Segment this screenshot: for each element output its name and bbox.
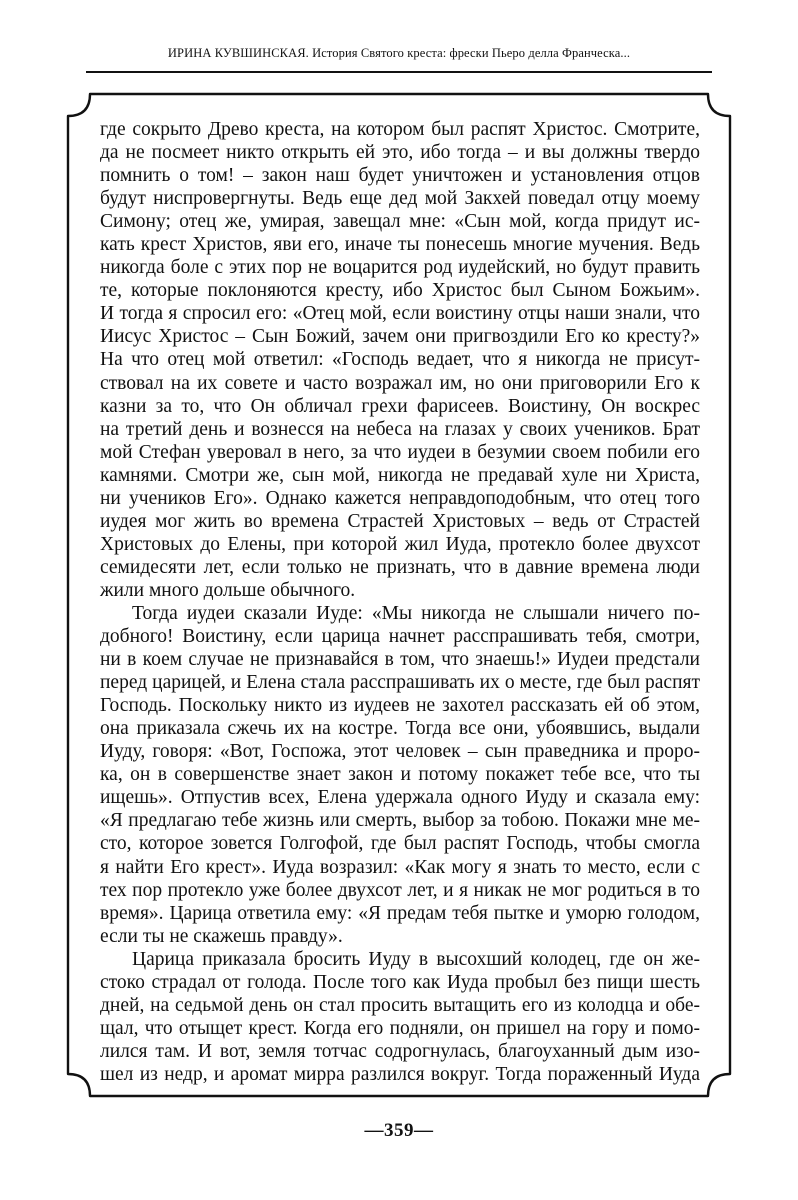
text-line: если ты не скажешь правду». [100,925,343,947]
text-line: дней, на седьмой день он стал просить вытащить его из колодца и обе- [100,994,700,1016]
text-line: Царица приказала бросить Иуду в высохший колодец, где он же- [132,948,700,970]
text-line: И тогда я спросил его: «Отец мой, если воистину отцы наши знали, что [100,303,700,325]
text-line: Иисус Христос – Сын Божий, зачем они пригвоздили Его ко кресту?» [100,326,700,348]
text-line: стоко страдал от голода. После того как Иуда пробыл без пищи шесть [100,971,700,993]
page-number: —359— [364,1120,434,1141]
text-line: казни за то, что Он обличал грехи фарисеев. Воистину, Он воскрес [100,395,700,417]
text-line: ни учеников Его». Однако кажется неправдоподобным, что отец того [100,487,700,509]
text-line: кать крест Христов, яви его, иначе ты понесешь многие мучения. Ведь [100,234,700,256]
text-line: Господь. Поскольку никто из иудеев не захотел рассказать ей об этом, [100,695,700,717]
text-line: будут ниспровергнуты. Ведь еще дед мой Закхей поведал отцу моему [100,188,700,210]
text-line: помнить о том! – закон наш будет уничтожен и установления отцов [100,165,700,187]
text-line: «Я предлагаю тебе жизнь или смерть, выбор за тобою. Покажи мне ме- [100,810,700,832]
text-line: лился там. И вот, земля тотчас содрогнулась, благоуханный дым изо- [100,1040,700,1062]
text-line: сто, которое зовется Голгофой, где был распят Господь, чтобы смогла [100,833,700,855]
text-line: ствовал на их совете и часто возражал им, но они приговорили Его к [100,372,700,394]
text-line: Симону; отец же, умирая, завещал мне: «Сын мой, когда придут ис- [100,211,700,233]
text-line: жили много дольше обычного. [100,579,356,601]
text-line: она приказала сжечь их на костре. Тогда все они, убоявшись, выдали [100,718,700,740]
text-line: ни в коем случае не признавайся в том, что знаешь!» Иудеи предстали [100,649,700,671]
text-line: никогда боле с этих пор не воцарится род иудейский, но будут править [100,257,700,279]
text-line: добного! Воистину, если царица начнет расспрашивать тебя, смотри, [100,626,700,648]
text-line: я найти Его крест». Иуда возразил: «Как могу я знать то место, если с [100,856,700,878]
text-line: Христовых до Елены, при которой жил Иуда, протекло более двухсот [100,533,700,555]
text-line: камнями. Смотри же, сын мой, никогда не предавай хуле ни Христа, [100,464,700,486]
text-line: на третий день и вознесся на небеса на глазах у своих учеников. Брат [100,418,700,440]
text-line: ка, он в совершенстве знает закон и потому покажет тебе все, что ты [100,764,700,786]
text-line: Тогда иудеи сказали Иуде: «Мы никогда не слышали ничего по- [132,602,700,624]
text-line: где сокрыто Древо креста, на котором был распят Христос. Смотрите, [100,119,700,140]
text-line: тех пор протекло уже более двухсот лет, и я никак не мог родиться в то [100,879,700,901]
text-line: щал, что отыщет крест. Когда его подняли, он пришел на гору и помо- [100,1017,700,1039]
text-line: семидесяти лет, если только не признать, что в давние времена люди [100,556,700,578]
running-head: ИРИНА КУВШИНСКАЯ. История Святого креста: фрески Пьеро делла Франческа... [167,46,631,60]
text-line: те, которые поклоняются кресту, ибо Христос был Сыном Божьим». [100,280,700,302]
text-line: Иуду, говоря: «Вот, Госпожа, этот человек – сын праведника и проро- [100,741,700,763]
text-line: иудея мог жить во времена Страстей Христовых – ведь от Страстей [100,510,700,532]
text-line: На что отец мой ответил: «Господь ведает, что я никогда не присут- [100,349,700,371]
text-line: перед царицей, и Елена стала расспрашивать их о месте, где был распят [100,672,700,694]
text-line: да не посмеет никто открыть ей это, ибо тогда – и вы должны твердо [100,142,700,164]
text-line: ищешь». Отпустив всех, Елена удержала одного Иуду и сказала ему: [100,787,700,809]
text-line: время». Царица ответила ему: «Я предам тебя пытке и уморю голодом, [100,902,700,924]
body-text [100,118,700,1086]
text-line: мой Стефан уверовал в него, за что иудеи в безумии своем побили его [100,441,700,463]
text-line: шел из недр, и аромат мирра разлился вокруг. Тогда пораженный Иуда [100,1063,700,1085]
